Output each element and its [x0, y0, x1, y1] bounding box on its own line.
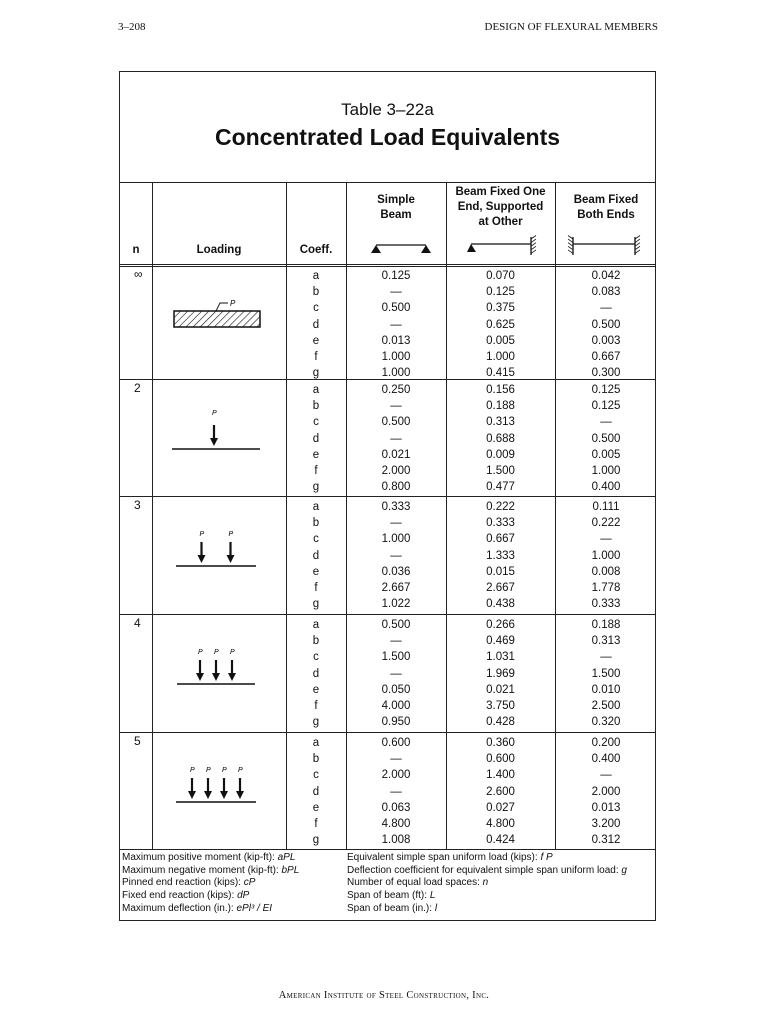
simple-beam-value: 4.800	[381, 818, 411, 830]
coeff-cell: e	[312, 565, 320, 578]
fixed-one-end-value: 0.333	[486, 517, 515, 530]
coeff-cell: b	[312, 635, 320, 648]
fixed-one-end-value: 0.021	[486, 683, 515, 696]
fixed-both-ends-value: 0.312	[591, 834, 621, 847]
legend-symbol: cP	[243, 877, 256, 889]
column-header-fixed-one-end	[446, 185, 555, 230]
fixed-both-ends-value: 0.125	[591, 400, 621, 413]
fixed-both-ends-value: —	[600, 533, 612, 546]
page-footer: American Institute of Steel Construction, Inc.	[278, 990, 490, 1001]
legend-label: Maximum negative moment (kip-ft):	[122, 864, 282, 876]
coeff-cell: a	[312, 619, 320, 631]
column-header-fixed-both-ends-line: Both Ends	[577, 209, 635, 221]
load-arrow-head	[227, 555, 235, 563]
fixed-both-ends-value: 0.400	[591, 481, 621, 494]
fixed-both-ends-value: 0.005	[591, 448, 621, 461]
legend-left-line	[122, 852, 299, 865]
simple-beam-value: 1.000	[381, 351, 411, 363]
fixed-one-end-value: 1.500	[486, 465, 515, 477]
fixed-both-ends-value: 0.500	[591, 318, 621, 331]
fixed-one-end-value: 3.750	[486, 700, 515, 712]
simple-beam-value: 0.500	[381, 302, 411, 315]
coeff-cell: d	[312, 318, 320, 331]
load-label: P	[199, 531, 205, 538]
simple-beam-value: —	[390, 549, 402, 562]
fixed-both-ends-value: 1.500	[591, 667, 621, 680]
simple-beam-value: 1.500	[381, 651, 411, 664]
legend-symbol: n	[482, 877, 489, 889]
coeff-cell: c	[313, 769, 319, 782]
legend-symbol: aPL	[277, 852, 296, 863]
coeff-cell: b	[312, 286, 320, 299]
coeff-cell: f	[314, 351, 318, 363]
simple-beam-value: 1.000	[381, 533, 411, 546]
coeff-cell: a	[312, 270, 320, 282]
simple-beam-value: —	[390, 635, 402, 648]
fixed-both-ends-value: —	[600, 302, 612, 315]
simple-beam-value: 1.022	[381, 598, 411, 611]
simple-beam-value: 0.125	[381, 270, 411, 282]
fixed-one-end-value: 0.424	[486, 834, 515, 847]
fixed-one-end-value: 0.438	[486, 598, 515, 611]
legend-symbol: bPL	[281, 864, 300, 876]
fixed-one-end-value: 0.477	[486, 481, 515, 494]
fixed-one-end-value: 1.333	[486, 549, 515, 562]
header-rule	[120, 264, 655, 267]
legend-right-line	[347, 903, 627, 916]
group-n-label: 4	[134, 616, 141, 630]
fixed-one-end-value: 0.125	[486, 286, 515, 299]
coeff-cell: e	[312, 448, 320, 461]
coeff-cell: c	[313, 416, 319, 429]
simple-beam-value: 1.008	[381, 834, 411, 847]
load-arrow-head	[204, 791, 212, 799]
table-title-band	[120, 72, 655, 183]
fixed-one-end-value: 0.469	[486, 635, 515, 648]
coeff-cell: g	[312, 367, 320, 380]
simple-beam-value: —	[390, 785, 402, 798]
coeff-cell: c	[313, 302, 319, 315]
fixed-both-ends-value: 0.313	[591, 635, 621, 648]
legend-divider	[120, 849, 655, 850]
coeff-cell: a	[312, 384, 320, 396]
column-header-simple-beam	[346, 193, 446, 223]
table-title: Concentrated Load Equivalents	[214, 124, 561, 150]
fixed-both-ends-value: 0.042	[591, 270, 621, 282]
table-number: Table 3–22a	[341, 100, 434, 119]
fixed-both-ends-value: 0.008	[591, 565, 621, 578]
coeff-cell: d	[312, 785, 320, 798]
fixed-both-ends-value: 2.500	[591, 700, 621, 712]
table-frame	[119, 71, 656, 921]
legend-label: Span of beam (in.):	[347, 902, 435, 914]
load-arrow-head	[188, 791, 196, 799]
fixed-one-end-value: 0.667	[486, 533, 515, 546]
column-header-simple-beam-line: Beam	[380, 209, 412, 221]
fixed-both-ends-support-icon	[567, 236, 643, 256]
fixed-both-ends-value: 0.083	[591, 286, 621, 299]
fixed-one-end-value: 2.667	[486, 582, 515, 594]
simple-beam-value: 0.036	[381, 565, 411, 578]
coeff-cell: c	[313, 533, 319, 546]
fixed-one-end-value: 0.188	[486, 400, 515, 413]
point-load-diagram	[170, 403, 262, 463]
column-header-simple-beam-line: Simple	[377, 194, 415, 206]
legend-symbol: g	[621, 864, 627, 876]
fixed-one-end-value: 1.969	[486, 667, 515, 680]
column-divider	[152, 182, 153, 849]
fixed-both-ends-value: 0.667	[591, 351, 621, 363]
legend-symbol: l	[434, 902, 438, 914]
uniform-load-diagram	[172, 291, 264, 335]
simple-beam-value: —	[390, 753, 402, 766]
simple-beam-value: 0.021	[381, 448, 411, 461]
group-n-label: 3	[134, 498, 141, 512]
legend-right	[347, 852, 627, 916]
legend-right-line	[347, 890, 627, 903]
simple-beam-value: 0.250	[381, 384, 411, 396]
simple-beam-value: —	[390, 517, 402, 530]
point-load-diagram	[170, 638, 262, 698]
load-arrow-head	[198, 555, 206, 563]
fixed-both-ends-value: 0.333	[591, 598, 621, 611]
simple-beam-value: —	[390, 400, 402, 413]
simple-beam-value: —	[390, 667, 402, 680]
legend-label: Maximum deflection (in.):	[122, 902, 237, 914]
coeff-cell: a	[312, 737, 320, 749]
fixed-one-end-value: 1.400	[486, 769, 515, 782]
simple-beam-value: 0.333	[381, 501, 411, 513]
fixed-both-ends-value: 2.000	[591, 785, 621, 798]
coeff-cell: d	[312, 432, 320, 445]
legend-symbol: f P	[540, 852, 553, 863]
simple-beam-value: —	[390, 286, 402, 299]
fixed-one-end-value: 0.005	[486, 334, 515, 347]
fixed-both-ends-value: 1.000	[591, 549, 621, 562]
legend-label: Equivalent simple span uniform load (kips):	[347, 852, 541, 863]
coeff-cell: c	[313, 651, 319, 664]
load-arrow-head	[220, 791, 228, 799]
legend-label: Fixed end reaction (kips):	[122, 890, 238, 902]
simple-beam-value: 0.600	[381, 737, 411, 749]
point-load-diagram	[170, 520, 262, 580]
column-header-fixed-both-ends	[555, 193, 657, 223]
column-header-loading: Loading	[196, 244, 242, 256]
fixed-one-end-value: 2.600	[486, 785, 515, 798]
fixed-both-ends-value: 1.778	[591, 582, 621, 594]
group-n-label: 2	[134, 381, 141, 395]
coeff-cell: e	[312, 801, 320, 814]
legend-left-line	[122, 877, 299, 890]
load-label: P	[230, 299, 236, 308]
fixed-one-end-value: 0.070	[486, 270, 515, 282]
fixed-both-ends-value: 3.200	[591, 818, 621, 830]
fixed-one-end-value: 0.222	[486, 501, 515, 513]
coeff-cell: f	[314, 700, 318, 712]
load-arrow-head	[228, 673, 236, 681]
fixed-both-ends-value: —	[600, 416, 612, 429]
simple-beam-value: —	[390, 318, 402, 331]
fixed-one-end-value: 0.375	[486, 302, 515, 315]
legend-right-line	[347, 877, 627, 890]
coeff-cell: f	[314, 818, 318, 830]
running-title: DESIGN OF FLEXURAL MEMBERS	[484, 21, 658, 33]
simple-beam-value: 1.000	[381, 367, 411, 380]
coeff-cell: g	[312, 481, 320, 494]
fixed-one-end-value: 1.031	[486, 651, 515, 664]
fixed-one-end-value: 0.027	[486, 801, 515, 814]
fixed-both-ends-value: —	[600, 769, 612, 782]
point-load-diagram	[170, 756, 262, 816]
fixed-one-end-value: 1.000	[486, 351, 515, 363]
fixed-both-ends-value: 0.200	[591, 737, 621, 749]
fixed-both-ends-value: 0.500	[591, 432, 621, 445]
legend-symbol: ePl³ / EI	[236, 902, 273, 914]
fixed-both-ends-value: 0.003	[591, 334, 621, 347]
coeff-cell: b	[312, 400, 320, 413]
load-label: P	[198, 649, 203, 656]
load-arrow-head	[210, 438, 218, 446]
load-label: P	[206, 767, 211, 774]
simple-beam-value: 0.500	[381, 619, 411, 631]
group-n-label: ∞	[134, 267, 143, 281]
coeff-cell: d	[312, 549, 320, 562]
coeff-cell: f	[314, 465, 318, 477]
fixed-one-end-value: 0.688	[486, 432, 515, 445]
fixed-one-end-value: 0.428	[486, 716, 515, 729]
column-header-n: n	[132, 244, 140, 256]
fixed-both-ends-value: 0.010	[591, 683, 621, 696]
fixed-both-ends-value: 0.188	[591, 619, 621, 631]
legend-right-line	[347, 852, 627, 865]
fixed-both-ends-value: 0.300	[591, 367, 621, 380]
coeff-cell: b	[312, 517, 320, 530]
legend-symbol: dP	[237, 890, 250, 902]
fixed-one-end-value: 0.600	[486, 753, 515, 766]
load-label: P	[238, 767, 243, 774]
coeff-cell: a	[312, 501, 320, 513]
fixed-one-end-value: 0.415	[486, 367, 515, 380]
legend-label: Number of equal load spaces:	[347, 877, 483, 889]
legend-label: Maximum positive moment (kip-ft):	[122, 852, 278, 863]
simple-beam-value: 0.050	[381, 683, 411, 696]
group-divider	[120, 496, 655, 497]
column-header-fixed-one-end-line: Beam Fixed One	[455, 186, 546, 198]
coeff-cell: g	[312, 834, 320, 847]
fixed-both-ends-value: 0.125	[591, 384, 621, 396]
fixed-both-ends-value: 0.320	[591, 716, 621, 729]
column-header-fixed-both-ends-line: Beam Fixed	[573, 194, 639, 206]
load-label: P	[212, 410, 217, 417]
column-header-coeff: Coeff.	[299, 244, 333, 256]
column-header-fixed-one-end-line: End, Supported	[457, 201, 544, 213]
simple-beam-value: 2.000	[381, 465, 411, 477]
legend-label: Pinned end reaction (kips):	[122, 877, 244, 889]
legend-left-line	[122, 903, 299, 916]
load-arrow-head	[196, 673, 204, 681]
fixed-one-end-value: 0.625	[486, 318, 515, 331]
simple-beam-value: 2.000	[381, 769, 411, 782]
load-label: P	[228, 531, 234, 538]
legend-right-line	[347, 865, 627, 878]
legend-left-line	[122, 865, 299, 878]
legend-symbol: L	[429, 890, 436, 902]
fixed-both-ends-value: 0.400	[591, 753, 621, 766]
fixed-both-ends-value: 0.222	[591, 517, 621, 530]
coeff-cell: e	[312, 683, 320, 696]
coeff-cell: e	[312, 334, 320, 347]
legend-left	[122, 852, 299, 916]
fixed-one-end-value: 0.360	[486, 737, 515, 749]
legend-left-line	[122, 890, 299, 903]
coeff-cell: f	[314, 582, 318, 594]
fixed-one-end-value: 0.266	[486, 619, 515, 631]
simple-beam-support-icon	[370, 241, 432, 255]
legend-label: Deflection coefficient for equivalent simple span uniform load:	[347, 864, 622, 876]
simple-beam-value: —	[390, 432, 402, 445]
load-label: P	[190, 767, 195, 774]
load-label: P	[222, 767, 227, 774]
coeff-cell: d	[312, 667, 320, 680]
group-n-label: 5	[134, 734, 141, 748]
page-number: 3–208	[118, 21, 146, 33]
load-label: P	[214, 649, 219, 656]
fixed-one-end-value: 0.009	[486, 448, 515, 461]
simple-beam-value: 0.063	[381, 801, 411, 814]
simple-beam-value: 0.013	[381, 334, 411, 347]
group-divider	[120, 732, 655, 733]
coeff-cell: g	[312, 598, 320, 611]
simple-beam-value: 0.500	[381, 416, 411, 429]
column-header-fixed-one-end-line: at Other	[478, 216, 523, 228]
fixed-one-end-value: 0.313	[486, 416, 515, 429]
fixed-both-ends-value: 0.111	[592, 501, 620, 513]
fixed-both-ends-value: 1.000	[591, 465, 621, 477]
legend-label: Span of beam (ft):	[347, 890, 430, 902]
fixed-one-end-value: 4.800	[486, 818, 515, 830]
simple-beam-value: 4.000	[381, 700, 411, 712]
fixed-both-ends-value: 0.013	[591, 801, 621, 814]
load-arrow-head	[236, 791, 244, 799]
coeff-cell: b	[312, 753, 320, 766]
simple-beam-value: 0.800	[381, 481, 411, 494]
coeff-cell: g	[312, 716, 320, 729]
load-label: P	[230, 649, 235, 656]
load-arrow-head	[212, 673, 220, 681]
fixed-one-end-value: 0.015	[486, 565, 515, 578]
fixed-both-ends-value: —	[600, 651, 612, 664]
fixed-one-end-support-icon	[467, 236, 539, 256]
fixed-one-end-value: 0.156	[486, 384, 515, 396]
group-divider	[120, 614, 655, 615]
simple-beam-value: 2.667	[381, 582, 411, 594]
simple-beam-value: 0.950	[381, 716, 411, 729]
